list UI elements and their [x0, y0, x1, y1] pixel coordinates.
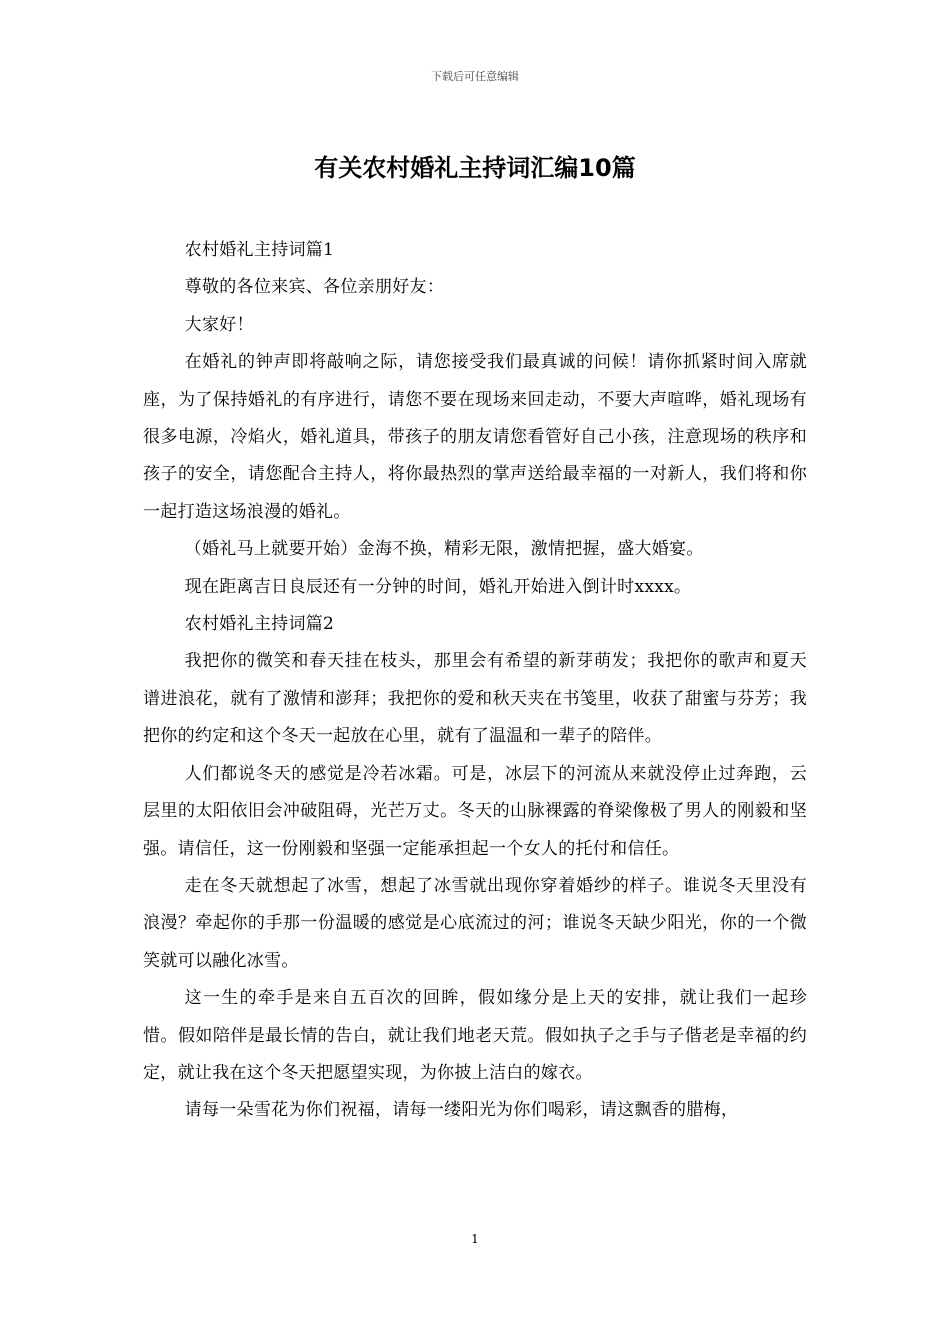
paragraph: 尊敬的各位来宾、各位亲朋好友： — [184, 277, 445, 298]
paragraph: 人们都说冬天的感觉是冷若冰霜。可是，冰层下的河流从来就没停止过奔跑，云层里的太阳依旧会冲破阻碍，光芒万丈。冬天的山脉裸露的脊梁像极了男人的刚毅和坚强。请信任，这一份刚毅和坚强一定能承担起一个女人的托付和信任。 — [143, 763, 807, 859]
section-heading: 农村婚礼主持词篇2 — [184, 614, 335, 635]
paragraph: 现在距离吉日良辰还有一分钟的时间，婚礼开始进入倒计时xxxx。 — [184, 576, 692, 597]
page-number: 1 — [471, 1232, 479, 1246]
paragraph: 大家好！ — [184, 314, 254, 335]
paragraph: （婚礼马上就要开始）金海不换，精彩无限，激情把握，盛大婚宴。 — [184, 539, 704, 560]
document-body — [143, 232, 807, 1130]
paragraph: 走在冬天就想起了冰雪，想起了冰雪就出现你穿着婚纱的样子。谁说冬天里没有浪漫？牵起你的手那一份温暖的感觉是心底流过的河；谁说冬天缺少阳光，你的一个微笑就可以融化冰雪。 — [143, 875, 807, 971]
paragraph: 这一生的牵手是来自五百次的回眸，假如缘分是上天的安排，就让我们一起珍惜。假如陪伴是最长情的告白，就让我们地老天荒。假如执子之手与子偕老是幸福的约定，就让我在这个冬天把愿望实现，为你披上洁白的嫁衣。 — [143, 988, 807, 1083]
section-heading: 农村婚礼主持词篇1 — [184, 240, 335, 260]
header-note: 下载后可任意编辑 — [431, 70, 519, 83]
paragraph: 请每一朵雪花为你们祝福，请每一缕阳光为你们喝彩，请这飘香的腊梅， — [184, 1100, 739, 1121]
paragraph: 在婚礼的钟声即将敲响之际，请您接受我们最真诚的问候！请你抓紧时间入席就座，为了保持婚礼的有序进行，请您不要在现场来回走动，不要大声喧哗，婚礼现场有很多电源，冷焰火，婚礼道具，带孩子的朋友请您看管好自己小孩，注意现场的秩序和孩子的安全，请您配合主持人，将你最热烈的掌声送给最幸福的一对新人，我们将和你一起打造这场浪漫的婚礼。 — [143, 352, 807, 522]
paragraph: 我把你的微笑和春天挂在枝头，那里会有希望的新芽萌发；我把你的歌声和夏天谱进浪花，就有了激情和澎拜；我把你的爱和秋天夹在书笺里，收获了甜蜜与芬芳；我把你的约定和这个冬天一起放在心里，就有了温温和一辈子的陪伴。 — [143, 651, 807, 747]
document-title: 有关农村婚礼主持词汇编10篇 — [314, 154, 636, 182]
